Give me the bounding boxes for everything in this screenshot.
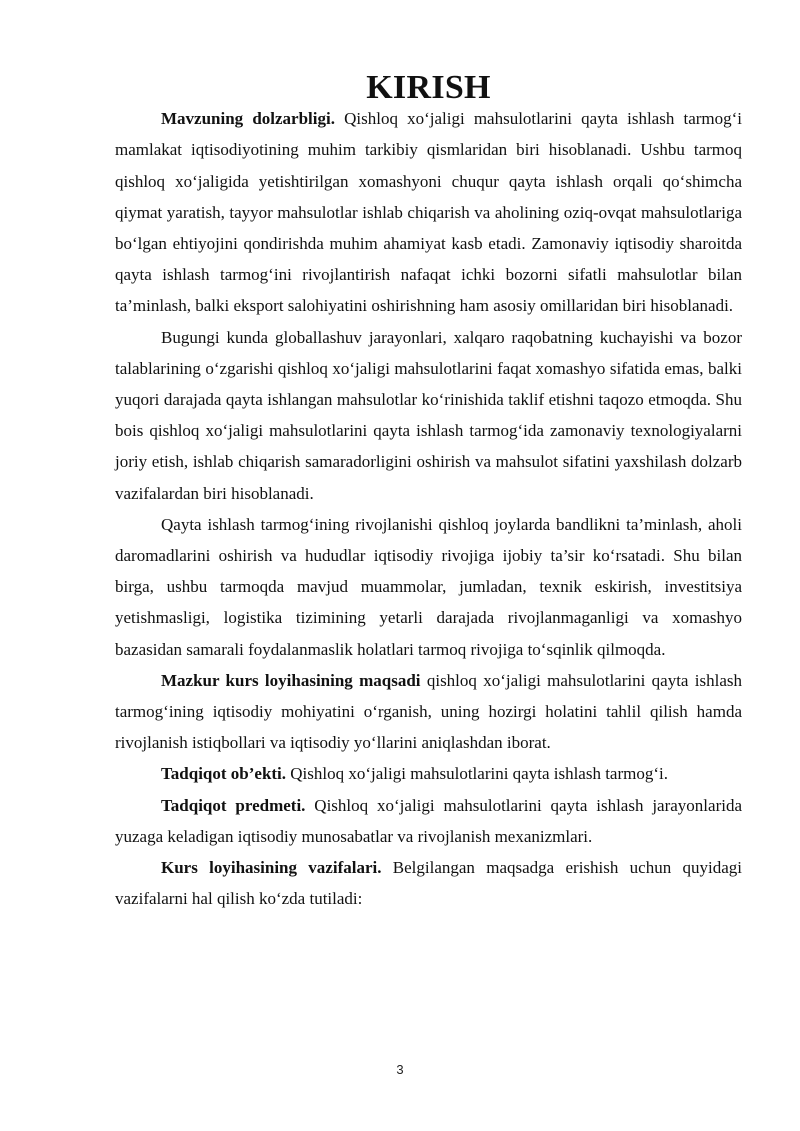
paragraph-lead: Tadqiqot ob’ekti. <box>161 764 287 784</box>
page-number: 3 <box>396 1062 404 1077</box>
paragraph-relevance <box>115 103 742 321</box>
paragraph-text: Qishloq xo‘jaligi mahsulotlarini qayta ishlash jarayonlarida yuzaga keladigan iqtisodiy munosabatlar va rivojlanish mexanizmlari. <box>115 795 743 846</box>
paragraph-research-object <box>115 758 742 789</box>
paragraph-lead: Tadqiqot predmeti. <box>161 795 306 815</box>
paragraph-text: Qayta ishlash tarmog‘ining rivojlanishi qishloq joylarda bandlikni ta’minlash, aholi daromadlarini oshirish va hududlar iqtisodiy rivojiga ijobiy ta’sir ko‘rsatadi. Shu bilan birga, ushbu tarmoqda mavjud muammolar, jumladan, texnik eskirish, investitsiya yetishmasligi, logistika tizimining yetarli darajada rivojlanmaganligi va xomashyo bazasidan samarali foydalanmaslik holatlari tarmoq rivojiga to‘sqinlik qilmoqda. <box>115 514 742 659</box>
paragraph-goal <box>115 665 742 759</box>
paragraph-tasks <box>115 852 742 914</box>
paragraph-research-subject <box>115 790 742 852</box>
paragraph-lead: Mazkur kurs loyihasining maqsadi <box>161 670 421 690</box>
page-content <box>115 69 743 914</box>
paragraph-text: Qishloq xo‘jaligi mahsulotlarini qayta ishlash tarmog‘i mamlakat iqtisodiyotining muhim tarkibiy qismlaridan biri hisoblanadi. Ushbu tarmoq qishloq xo‘jaligida yetishtirilgan xomashyoni chuqur qayta ishlash orqali qo‘shimcha qiymat yaratish, tayyor mahsulotlar ishlab chiqarish va aholining oziq-ovqat mahsulotlariga bo‘lgan ehtiyojini qondirishda muhim ahamiyat kasb etadi. Zamonaviy iqtisodiy sharoitda qayta ishlash tarmog‘ini rivojlantirish nafaqat ichki bozorni sifatli mahsulotlar bilan ta’minlash, balki eksport salohiyatini oshirishning ham asosiy omillaridan biri hisoblanadi. <box>115 109 743 316</box>
page-title: KIRISH <box>366 69 491 106</box>
paragraph-development <box>115 509 742 665</box>
paragraph-lead: Mavzuning dolzarbligi. <box>161 109 335 129</box>
paragraph-text: Bugungi kunda globallashuv jarayonlari, xalqaro raqobatning kuchayishi va bozor talablarining o‘zgarishi qishloq xo‘jaligi mahsulotlarini faqat xomashyo sifatida emas, balki yuqori darajada qayta ishlangan mahsulotlar ko‘rinishida taklif etishni taqozo etmoqda. Shu bois qishloq xo‘jaligi mahsulotlarini qayta ishlash tarmog‘ida zamonaviy texnologiyalarni joriy etish, ishlab chiqarish samaradorligini oshirish va mahsulot sifatini yaxshilash dolzarb vazifalardan biri hisoblanadi. <box>115 327 742 503</box>
paragraph-lead: Kurs loyihasining vazifalari. <box>161 858 382 878</box>
paragraph-text: Belgilangan maqsadga erishish uchun quyidagi vazifalarni hal qilish ko‘zda tutiladi: <box>115 858 742 909</box>
paragraph-globalization <box>115 322 742 509</box>
paragraph-text: qishloq xo‘jaligi mahsulotlarini qayta ishlash tarmog‘ining iqtisodiy mohiyatini o‘rganish, uning hozirgi holatini tahlil qilish hamda rivojlanish istiqbollari va iqtisodiy yo‘llarini aniqlashdan iborat. <box>115 670 742 753</box>
paragraph-text: Qishloq xo‘jaligi mahsulotlarini qayta ishlash tarmog‘i. <box>286 764 668 784</box>
